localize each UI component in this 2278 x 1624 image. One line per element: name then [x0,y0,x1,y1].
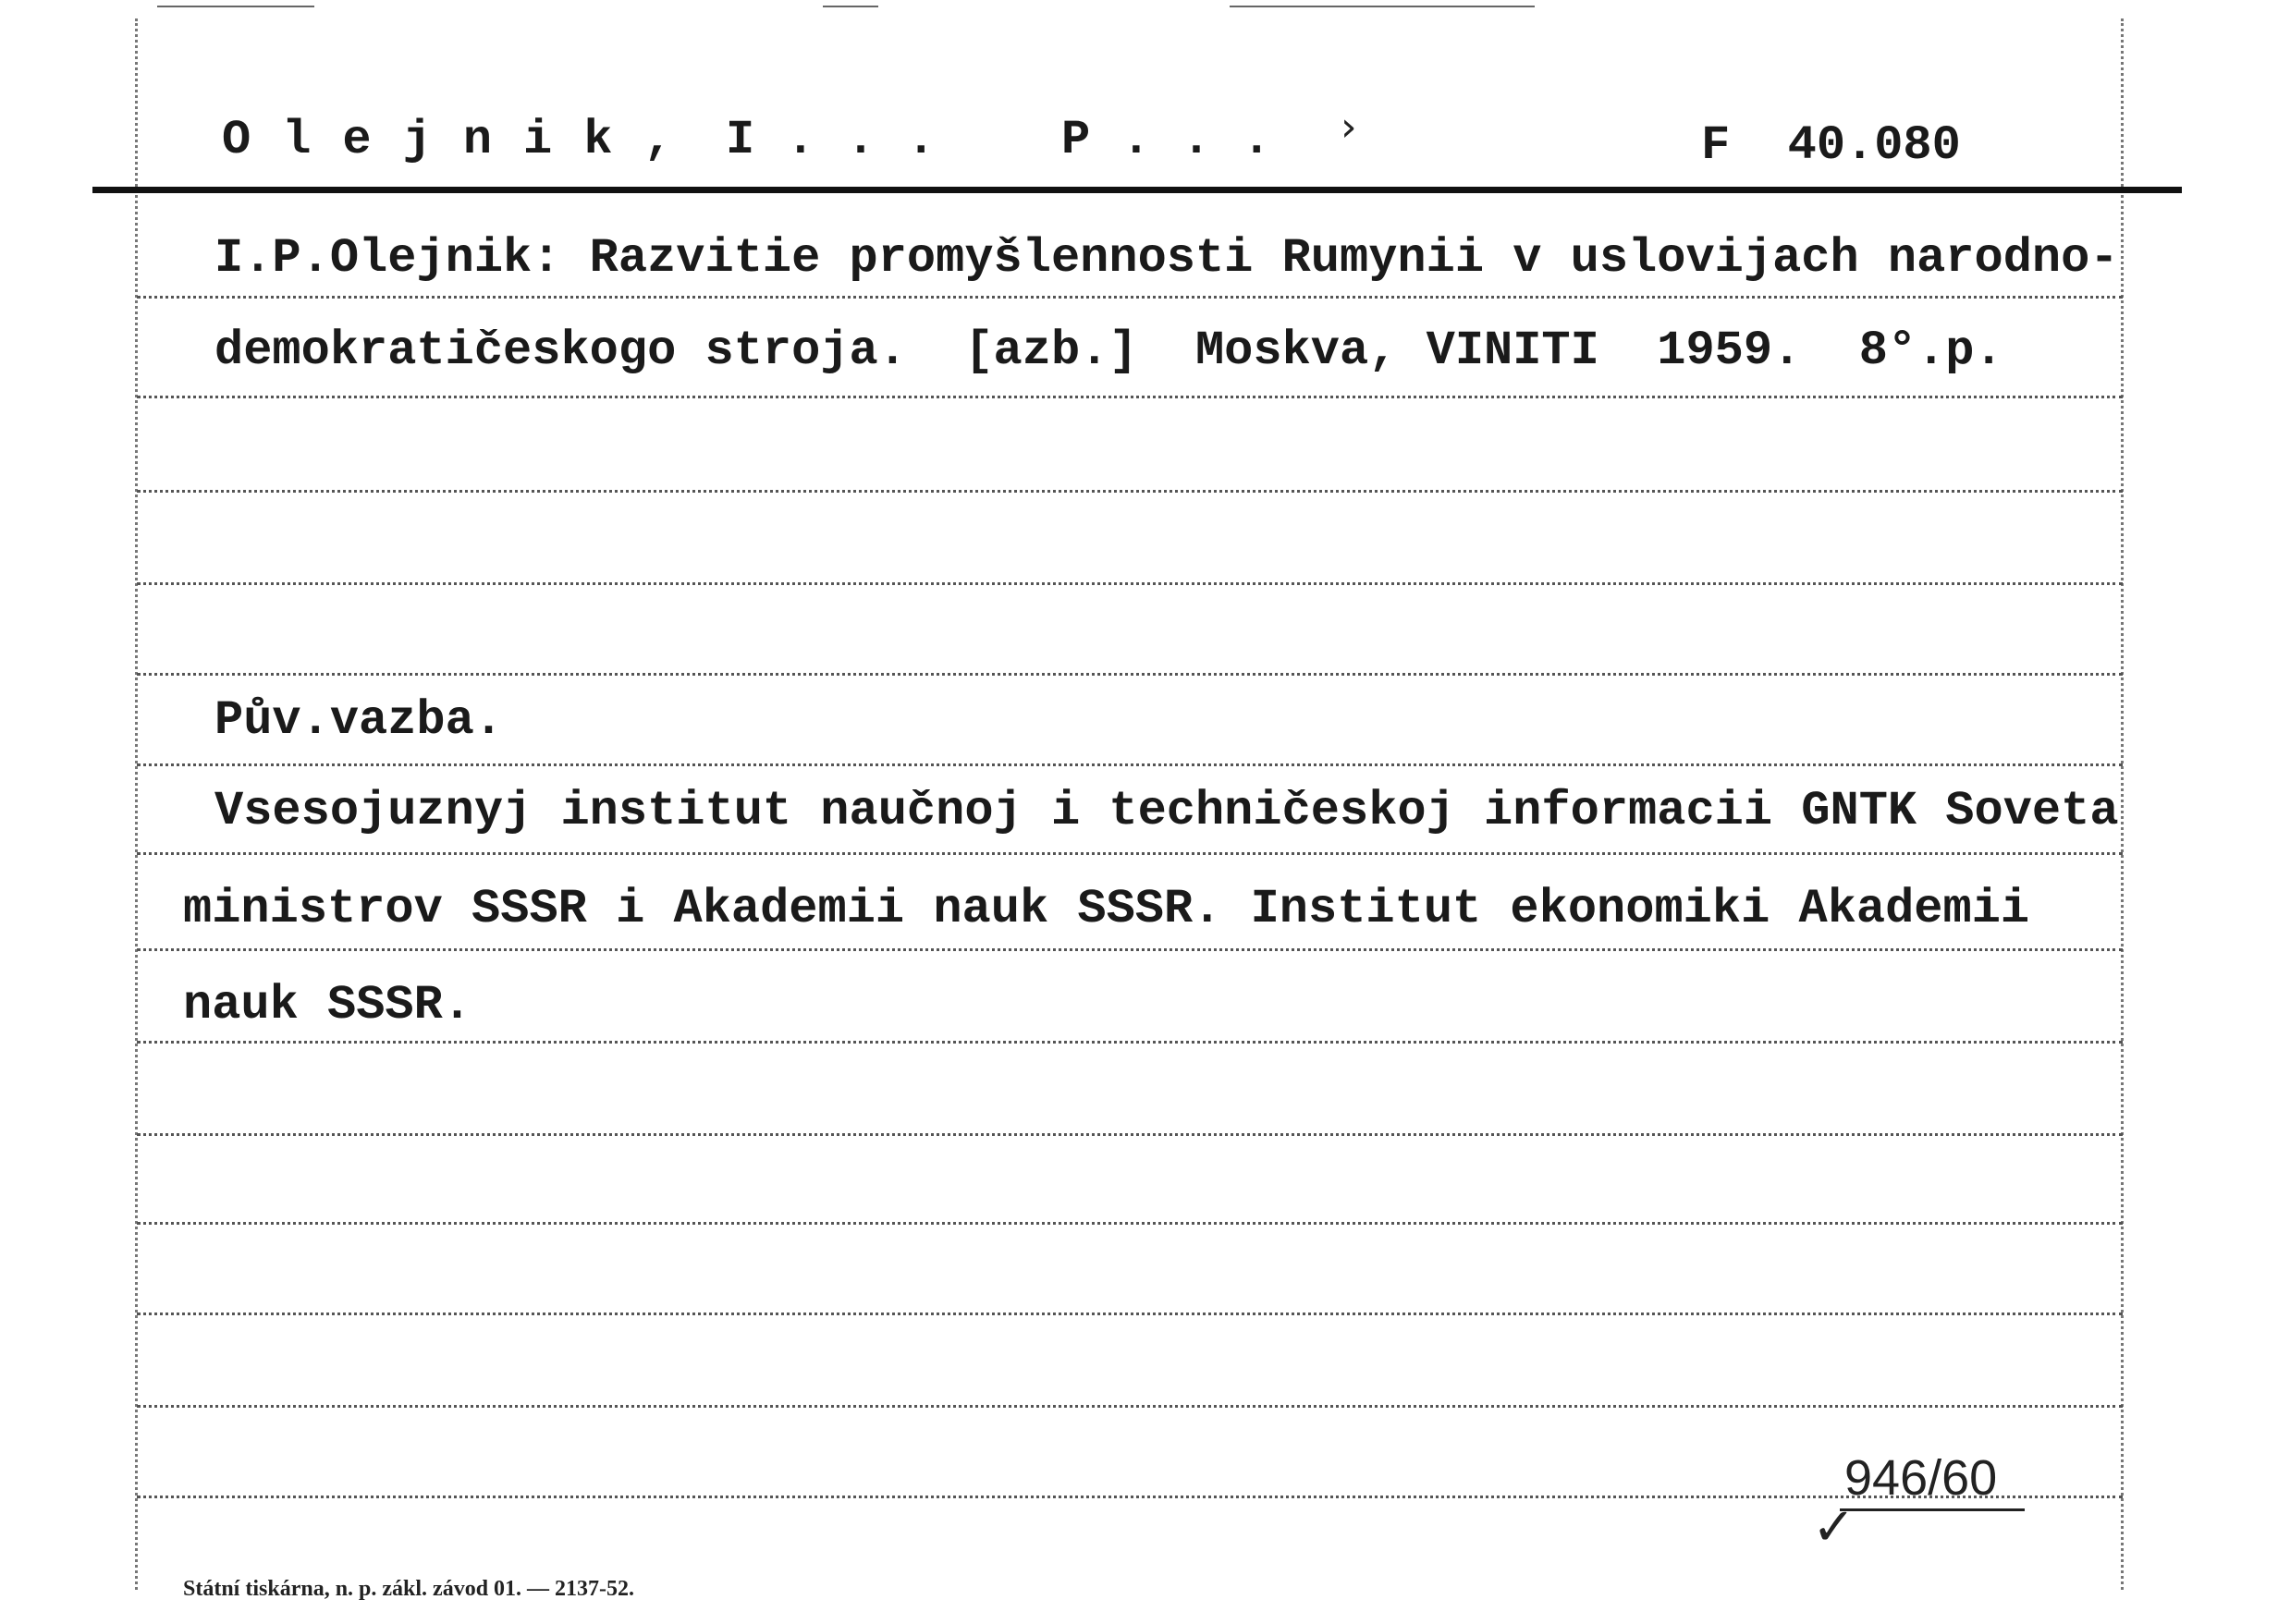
top-rule [823,6,878,7]
ruled-line [137,673,2123,676]
left-margin-line [135,18,138,1590]
ruled-line [137,1405,2123,1408]
ruled-line [137,1133,2123,1136]
binding-note: Pův.vazba. [214,693,504,748]
author-initial-1: I... [726,113,967,167]
ruled-line [137,1041,2123,1044]
accession-number: 946/60 [1844,1450,1998,1506]
ruled-line [137,490,2123,493]
ruled-line [137,1222,2123,1225]
ruled-line [137,852,2123,855]
ruled-line [137,948,2123,951]
author-surname: Olejnik, [222,113,704,167]
title-line-1: I.P.Olejnik: Razvitie promyšlennosti Rumynii v uslovijach narodno- [214,231,2119,286]
title-line-2: demokratičeskogo stroja. [azb.] Moskva, VINITI 1959. 8°.p. [214,324,2003,378]
printer-imprint: Státní tiskárna, n. p. zákl. závod 01. — 2137-52. [183,1577,635,1601]
ruled-line [137,763,2123,766]
organization-line-2: ministrov SSSR i Akademii nauk SSSR. Institut ekonomiki Akademii [183,882,2030,936]
accession-underline [1840,1508,2025,1511]
organization-line-3: nauk SSSR. [183,978,472,1032]
ruled-line [137,582,2123,585]
top-rule [157,6,314,7]
handwritten-tick: ✓ [1812,1497,1855,1557]
right-margin-line [2121,18,2124,1590]
ruled-line [137,396,2123,398]
author-initial-2: P... [1061,113,1303,167]
insertion-mark: › [1341,104,1357,151]
shelfmark: F 40.080 [1701,118,1961,173]
ruled-line [137,296,2123,299]
organization-line-1: Vsesojuznyj institut naučnoj i techničeskoj informacii GNTK Soveta [214,784,2119,838]
top-rule [1230,6,1535,7]
header-rule [92,187,2182,193]
ruled-line [137,1313,2123,1315]
